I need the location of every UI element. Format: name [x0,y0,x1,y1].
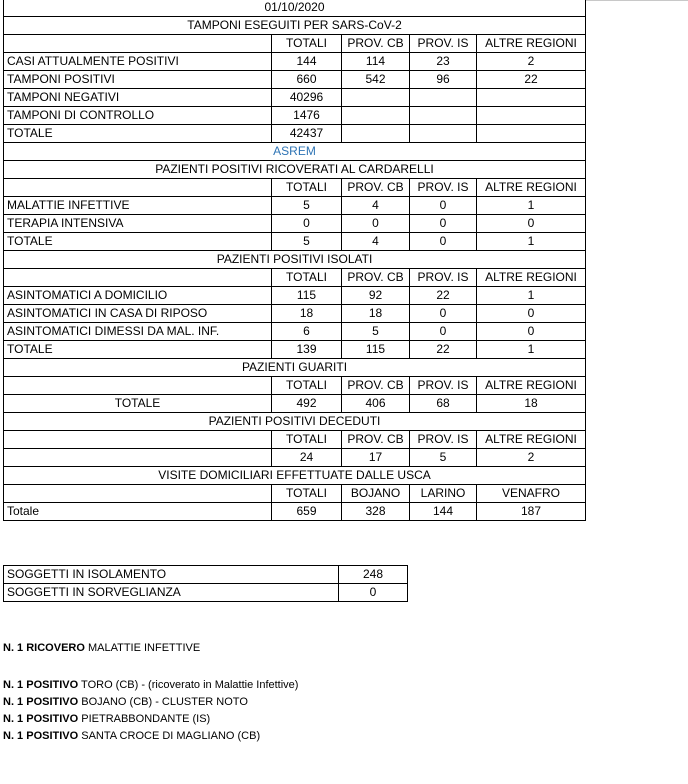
column-header: VENAFRO [477,485,586,503]
cell-value: 18 [342,305,410,323]
section-title-deceduti: PAZIENTI POSITIVI DECEDUTI [4,413,586,431]
header-row [4,485,586,503]
cell-value: 248 [339,566,408,584]
row-label: TAMPONI NEGATIVI [4,89,272,107]
header-row [4,35,586,53]
cell-value: 0 [410,233,477,251]
cell-value: 144 [410,503,477,521]
note-text: PIETRABBONDANTE (IS) [78,713,211,725]
section-title-visite: VISITE DOMICILIARI EFFETTUATE DALLE USCA [4,467,586,485]
cell-value [477,107,586,125]
row-label [4,449,272,467]
cell-value: 659 [272,503,342,521]
cell-value: 542 [342,71,410,89]
table-row [4,341,586,359]
cell-value [477,125,586,143]
cell-value: 6 [272,323,342,341]
column-header: PROV. IS [410,269,477,287]
cell-value: 2 [477,53,586,71]
cell-value: 0 [477,323,586,341]
cell-value: 0 [272,215,342,233]
note-bold: N. 1 POSITIVO [3,679,79,691]
column-header: TOTALI [272,377,342,395]
column-header: ALTRE REGIONI [477,431,586,449]
table-row [4,449,586,467]
row-label: Totale [4,503,272,521]
row-label: TAMPONI DI CONTROLLO [4,107,272,125]
section-title-tamponi: TAMPONI ESEGUITI PER SARS-CoV-2 [4,17,586,35]
cell-value: 139 [272,341,342,359]
header-empty [4,431,272,449]
header-row [4,377,586,395]
column-header: ALTRE REGIONI [477,269,586,287]
note-positivo [3,713,210,725]
column-header: PROV. IS [410,179,477,197]
cell-value: 0 [342,215,410,233]
cell-value: 18 [272,305,342,323]
column-header: PROV. CB [342,35,410,53]
cell-value: 0 [410,323,477,341]
table-row [4,53,586,71]
cell-value: 406 [342,395,410,413]
cell-value: 114 [342,53,410,71]
column-header: PROV. IS [410,431,477,449]
cell-value: 1 [477,287,586,305]
column-header: ALTRE REGIONI [477,35,586,53]
table-row [4,215,586,233]
note-bold: N. 1 POSITIVO [3,713,79,725]
cell-value: 115 [272,287,342,305]
table-row [4,89,586,107]
top-edge-line [585,0,688,1]
header-row [4,179,586,197]
row-label: TOTALE [4,395,272,413]
note-positivo [3,696,248,708]
cell-value: 660 [272,71,342,89]
report-date: 01/10/2020 [4,0,586,17]
row-label: TAMPONI POSITIVI [4,71,272,89]
note-ricovero [3,642,200,654]
header-row [4,431,586,449]
cell-value: 68 [410,395,477,413]
cell-value: 144 [272,53,342,71]
column-header: TOTALI [272,179,342,197]
isolation-table [3,565,408,602]
date-row [4,0,586,17]
cell-value: 187 [477,503,586,521]
section-title-ricoverati: PAZIENTI POSITIVI RICOVERATI AL CARDARELLI [4,161,586,179]
row-label: TOTALE [4,233,272,251]
row-label: ASINTOMATICI A DOMICILIO [4,287,272,305]
cell-value: 2 [477,449,586,467]
cell-value: 22 [477,71,586,89]
cell-value: 40296 [272,89,342,107]
section-title-isolati: PAZIENTI POSITIVI ISOLATI [4,251,586,269]
cell-value: 23 [410,53,477,71]
section-title-row [4,359,586,377]
header-empty [4,179,272,197]
cell-value [410,125,477,143]
cell-value: 5 [342,323,410,341]
column-header: PROV. IS [410,377,477,395]
cell-value: 22 [410,287,477,305]
row-label: TOTALE [4,341,272,359]
column-header: TOTALI [272,485,342,503]
table-row [4,395,586,413]
table-row [4,566,408,584]
column-header: ALTRE REGIONI [477,179,586,197]
note-text: MALATTIE INFETTIVE [84,642,201,654]
cell-value: 22 [410,341,477,359]
cell-value [342,89,410,107]
cell-value: 4 [342,197,410,215]
table-row [4,287,586,305]
cell-value: 18 [477,395,586,413]
section-title-row [4,251,586,269]
column-header: BOJANO [342,485,410,503]
table-row [4,503,586,521]
cell-value: 1476 [272,107,342,125]
cell-value: 5 [410,449,477,467]
cell-value: 24 [272,449,342,467]
cell-value: 1 [477,233,586,251]
table-row [4,305,586,323]
column-header: PROV. IS [410,35,477,53]
cell-value: 0 [339,584,408,602]
column-header: PROV. CB [342,269,410,287]
table-row [4,71,586,89]
header-empty [4,269,272,287]
cell-value: 1 [477,341,586,359]
section-title-guariti: PAZIENTI GUARITI [4,359,586,377]
row-label: TOTALE [4,125,272,143]
section-title-row [4,467,586,485]
cell-value: 17 [342,449,410,467]
column-header: PROV. CB [342,377,410,395]
cell-value [342,125,410,143]
cell-value [410,89,477,107]
cell-value: 5 [272,233,342,251]
column-header: TOTALI [272,35,342,53]
row-label: SOGGETTI IN SORVEGLIANZA [4,584,339,602]
row-label: MALATTIE INFETTIVE [4,197,272,215]
cell-value: 328 [342,503,410,521]
cell-value: 0 [477,305,586,323]
note-bold: N. 1 RICOVERO [3,642,85,654]
note-text: BOJANO (CB) - CLUSTER NOTO [78,696,248,708]
column-header: TOTALI [272,269,342,287]
section-title-row [4,17,586,35]
note-bold: N. 1 POSITIVO [3,730,79,742]
table-row [4,584,408,602]
cell-value: 1 [477,197,586,215]
row-label: TERAPIA INTENSIVA [4,215,272,233]
row-label: ASINTOMATICI DIMESSI DA MAL. INF. [4,323,272,341]
cell-value: 4 [342,233,410,251]
cell-value: 0 [410,215,477,233]
note-text: SANTA CROCE DI MAGLIANO (CB) [78,730,261,742]
source-row [4,143,586,161]
source-label: ASREM [4,143,586,161]
header-empty [4,35,272,53]
cell-value: 5 [272,197,342,215]
cell-value: 42437 [272,125,342,143]
row-label: SOGGETTI IN ISOLAMENTO [4,566,339,584]
note-positivo [3,730,260,742]
section-title-row [4,161,586,179]
cell-value [342,107,410,125]
column-header: ALTRE REGIONI [477,377,586,395]
table-row [4,233,586,251]
cell-value: 0 [410,305,477,323]
row-label: CASI ATTUALMENTE POSITIVI [4,53,272,71]
cell-value: 115 [342,341,410,359]
cell-value: 96 [410,71,477,89]
cell-value: 0 [477,215,586,233]
cell-value [477,89,586,107]
column-header: PROV. CB [342,179,410,197]
table-row [4,197,586,215]
cell-value: 0 [410,197,477,215]
note-positivo [3,679,298,691]
main-table [3,0,586,521]
section-title-row [4,413,586,431]
cell-value [410,107,477,125]
column-header: LARINO [410,485,477,503]
table-row [4,323,586,341]
table-row [4,125,586,143]
column-header: TOTALI [272,431,342,449]
cell-value: 492 [272,395,342,413]
header-empty [4,377,272,395]
header-row [4,269,586,287]
column-header: PROV. CB [342,431,410,449]
cell-value: 92 [342,287,410,305]
note-bold: N. 1 POSITIVO [3,696,79,708]
note-text: TORO (CB) - (ricoverato in Malattie Infettive) [78,679,299,691]
table-row [4,107,586,125]
header-empty [4,485,272,503]
row-label: ASINTOMATICI IN CASA DI RIPOSO [4,305,272,323]
